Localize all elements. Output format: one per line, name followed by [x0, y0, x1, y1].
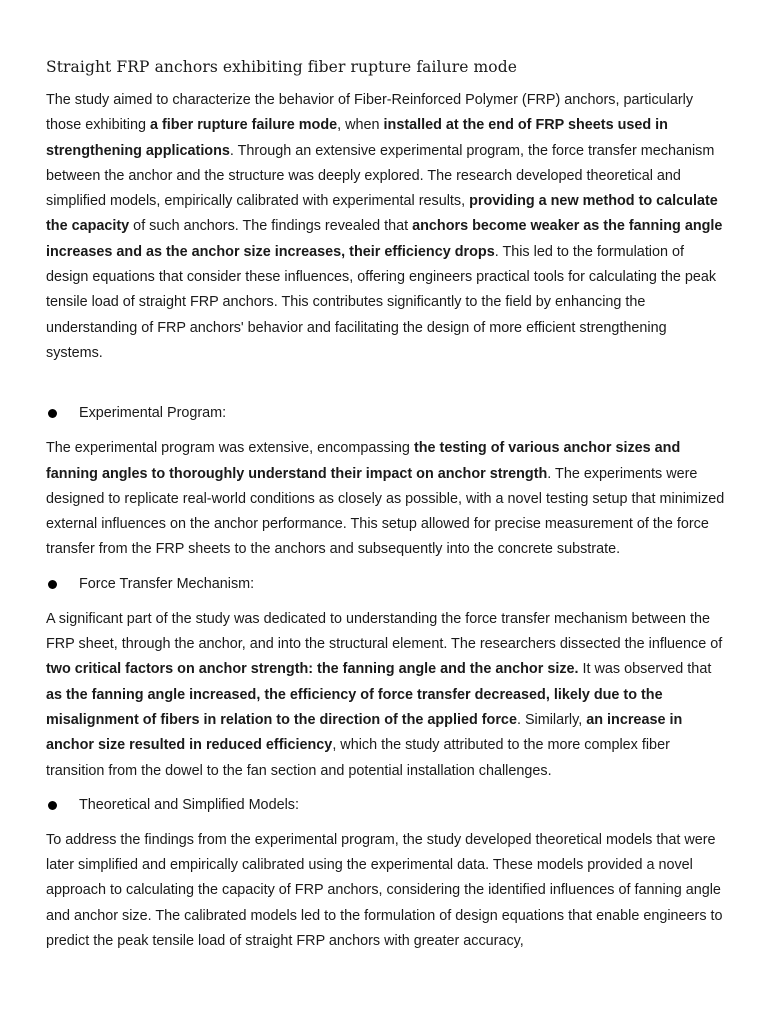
- bold-text-run: providing a new method to calculate the capacity: [46, 193, 718, 235]
- theoretical-models-paragraph: [46, 828, 726, 954]
- text-run: of such anchors. The findings revealed that: [129, 218, 413, 235]
- bullet-force-transfer-mechanism: [46, 572, 726, 597]
- text-run: To address the findings from the experimental program, the study developed theoretical models that were later simplified and empirically calibrated using the experimental data. These models provided a novel approach to calculating the capacity of FRP anchors, considering the identified influences of fanning angle and anchor size. The calibrated models led to the formulation of design equations that enable engineers to predict the peak tensile load of straight FRP anchors with greater accuracy,: [46, 831, 723, 950]
- bold-text-run: the testing of various anchor sizes and fanning angles to thoroughly understand their impact on anchor strength: [46, 440, 681, 482]
- text-run: . This led to the formulation of design equations that consider these influences, offering engineers practical tools for calculating the peak tensile load of straight FRP anchors. This contributes significantly to the field by enhancing the understanding of FRP anchors' behavior and facilitating the design of more efficient strengthening systems.: [46, 243, 717, 361]
- section-heading: Force Transfer Mechanism:: [79, 575, 255, 592]
- text-run: , which the study attributed to the more complex fiber transition from the dowel to the fan section and potential installation challenges.: [46, 737, 670, 779]
- text-run: . Similarly,: [516, 711, 587, 728]
- bold-text-run: anchors become weaker as the fanning angle increases and as the anchor size increases, their efficiency drops: [46, 218, 723, 260]
- bullet-dot-icon: [48, 580, 57, 589]
- bold-text-run: as the fanning angle increased, the efficiency of force transfer decreased, likely due to the misalignment of fibers in relation to the direction of the applied force: [46, 686, 663, 728]
- bold-text-run: an increase in anchor size resulted in reduced efficiency: [46, 711, 683, 754]
- experimental-program-paragraph: [46, 436, 726, 562]
- bold-text-run: two critical factors on anchor strength: the fanning angle and the anchor size.: [46, 661, 579, 678]
- text-run: . The experiments were designed to replicate real-world conditions as closely as possible, with a novel testing setup that minimized external influences on the anchor performance. This setup allowed for precise measurement of the force transfer from the FRP sheets to the anchors and subsequently into the concrete substrate.: [46, 465, 725, 558]
- bullet-dot-icon: [48, 801, 57, 810]
- bullet-experimental-program: [46, 401, 726, 426]
- document-page: [46, 54, 726, 954]
- bold-text-run: installed at the end of FRP sheets used in strengthening applications: [46, 117, 668, 159]
- text-run: A significant part of the study was dedicated to understanding the force transfer mechanism between the FRP sheet, through the anchor, and into the structural element. The researchers dissected the influence of: [46, 610, 723, 653]
- text-run: The experimental program was extensive, encompassing: [46, 440, 414, 457]
- document-title: Straight FRP anchors exhibiting fiber rupture failure mode: [46, 58, 518, 76]
- bullet-theoretical-models: [46, 793, 726, 818]
- bullet-dot-icon: [48, 409, 57, 418]
- section-heading: Theoretical and Simplified Models:: [79, 796, 299, 813]
- section-heading: Experimental Program:: [79, 405, 227, 422]
- intro-paragraph: [46, 88, 726, 366]
- spacer: [46, 366, 726, 401]
- text-run: , when: [337, 117, 384, 134]
- text-run: . Through an extensive experimental program, the force transfer mechanism between the anchor and the structure was deeply explored. The research developed theoretical and simplified models, empirically calibrated with experimental results,: [46, 142, 715, 210]
- text-run: The study aimed to characterize the behavior of Fiber-Reinforced Polymer (FRP) anchors, particularly those exhibiting: [46, 92, 694, 134]
- text-run: It was observed that: [578, 661, 712, 678]
- force-transfer-paragraph: [46, 607, 726, 784]
- bold-text-run: a fiber rupture failure mode: [150, 117, 338, 134]
